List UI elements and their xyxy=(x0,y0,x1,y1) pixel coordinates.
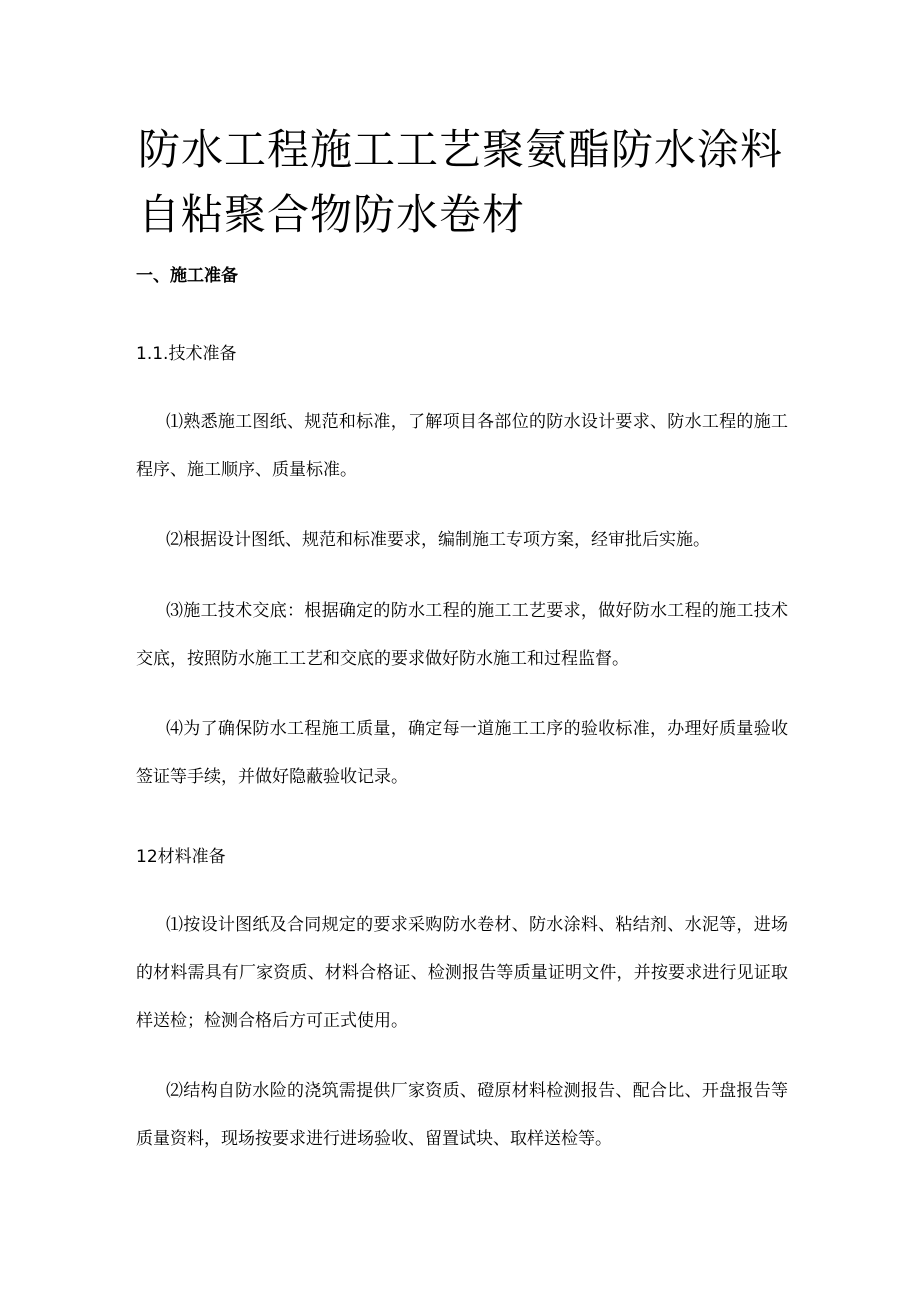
material-item-2: ⑵结构自防水险的浇筑需提供厂家资质、磴原材料检测报告、配合比、开盘报告等质量资料，现场按要求进行进场验收、留置试块、取样送检等。 xyxy=(136,1081,788,1149)
tech-item-4: ⑷为了确保防水工程施工质量，确定每一道施工工序的验收标准，办理好质量验收签证等手续，并做好隐蔽验收记录。 xyxy=(136,719,788,787)
tech-item-2: ⑵根据设计图纸、规范和标准要求，编制施工专项方案，经审批后实施。 xyxy=(166,530,710,550)
tech-item-1: ⑴熟悉施工图纸、规范和标准，了解项目各部位的防水设计要求、防水工程的施工程序、施工顺序、质量标准。 xyxy=(136,412,788,480)
document-title-line-2: 自粘聚合物防水卷材 xyxy=(138,190,526,239)
document-title-line-1: 防水工程施工工艺聚氨酯防水涂料 xyxy=(138,125,784,174)
section-heading-construction-preparation: 一、施工准备 xyxy=(136,266,238,286)
material-item-1: ⑴按设计图纸及合同规定的要求采购防水卷材、防水涂料、粘结剂、水泥等，进场的材料需具有厂家资质、材料合格证、检测报告等质量证明文件，并按要求进行见证取样送检；检测合格后方可正式使用。 xyxy=(136,915,788,1031)
tech-item-3: ⑶施工技术交底：根据确定的防水工程的施工工艺要求，做好防水工程的施工技术交底，按照防水施工工艺和交底的要求做好防水施工和过程监督。 xyxy=(136,601,788,669)
subsection-heading-technical-preparation: 1.1.技术准备 xyxy=(136,344,237,364)
subsection-heading-material-preparation: 12材料准备 xyxy=(136,847,226,867)
